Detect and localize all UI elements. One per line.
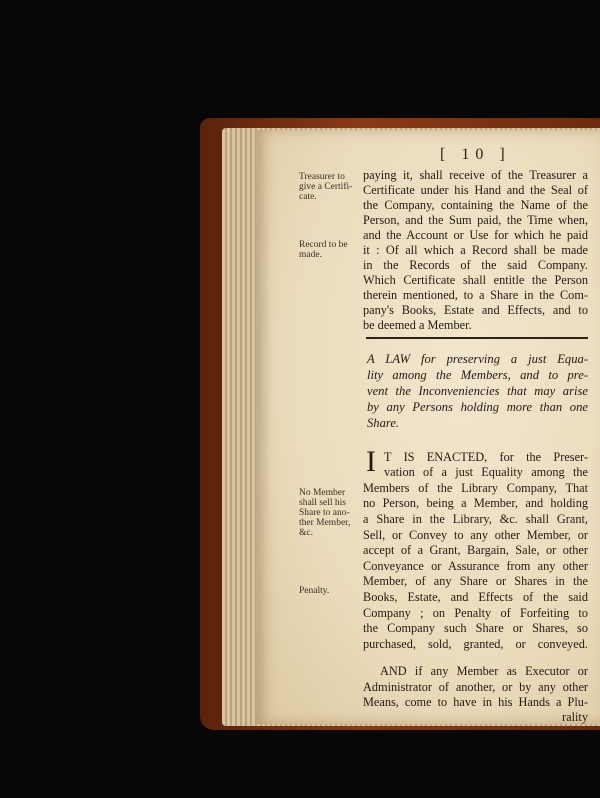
body-line: Company ; on Penalty of Forfeiting to [363, 606, 588, 620]
body-line: paying it, shall receive of the Treasurer a [363, 168, 588, 182]
margin-note-line: cate. [299, 192, 317, 202]
body-line: it : Of all which a Record shall be made [363, 243, 588, 257]
body-line: T IS ENACTED, for the Preser- [384, 450, 588, 464]
margin-note-line: Penalty. [299, 586, 330, 596]
body-line: Certificate under his Hand and the Seal of [363, 183, 588, 197]
margin-note-line: &c. [299, 528, 313, 538]
margin-note-line: ther Member, [299, 518, 351, 528]
body-line: vation of a just Equality among the [384, 465, 588, 479]
margin-note-no-member [299, 488, 359, 538]
body-line: Books, Estate, and Effects of the said [363, 590, 588, 604]
body-line: be deemed a Member. [363, 318, 472, 332]
body-line: Member, of any Share or Shares in the [363, 574, 588, 588]
law-heading-line: A LAW for preserving a just Equa- [367, 352, 588, 366]
margin-note-treasurer [299, 172, 359, 202]
body-line: the Company, containing the Name of the [363, 198, 588, 212]
body-line: AND if any Member as Executor or [380, 664, 588, 678]
law-heading-line: vent the Inconveniencies that may arise [367, 384, 588, 398]
body-line: accept of a Grant, Bargain, Sale, or other [363, 543, 588, 557]
body-line: Person, and the Sum paid, the Time when, [363, 213, 588, 227]
body-line: a Share in the Library, &c. shall Grant, [363, 512, 588, 526]
body-line: the Company such Share or Shares, so [363, 621, 588, 635]
margin-note-line: No Member [299, 488, 346, 498]
law-heading-line: lity among the Members, and to pre- [367, 368, 588, 382]
body-line: purchased, sold, granted, or conveyed. [363, 637, 588, 651]
body-line: pany's Books, Estate and Effects, and to [363, 303, 588, 317]
body-line: Sell, or Convey to any other Member, or [363, 528, 588, 542]
catchword: rality [562, 710, 588, 724]
margin-note-line: Treasurer to [299, 172, 345, 182]
body-line: no Person, being a Member, and holding [363, 496, 588, 510]
margin-note-line: Record to be [299, 240, 348, 250]
margin-note-line: shall sell his [299, 498, 346, 508]
page-number: [ 10 ] [440, 146, 511, 163]
dropcap: I [366, 445, 376, 478]
margin-note-line: Share to ano- [299, 508, 350, 518]
body-line: Conveyance or Assurance from any other [363, 559, 588, 573]
section-divider [366, 337, 588, 339]
body-line: therein mentioned, to a Share in the Com- [363, 288, 588, 302]
margin-note-line: made. [299, 250, 322, 260]
body-line: Means, come to have in his Hands a Plu- [363, 695, 588, 709]
margin-note-record [299, 240, 359, 260]
body-line: Administrator of another, or by any other [363, 680, 588, 694]
body-line: and the Account or Use for which he paid [363, 228, 588, 242]
margin-note-line: give a Certifi- [299, 182, 353, 192]
law-heading-line: by any Persons holding more than one [367, 400, 588, 414]
body-line: in the Records of the said Company. [363, 258, 588, 272]
law-heading-line: Share. [367, 416, 400, 430]
margin-note-penalty [299, 586, 359, 596]
body-line: Which Certificate shall entitle the Person [363, 273, 588, 287]
body-line: Members of the Library Company, That [363, 481, 588, 495]
